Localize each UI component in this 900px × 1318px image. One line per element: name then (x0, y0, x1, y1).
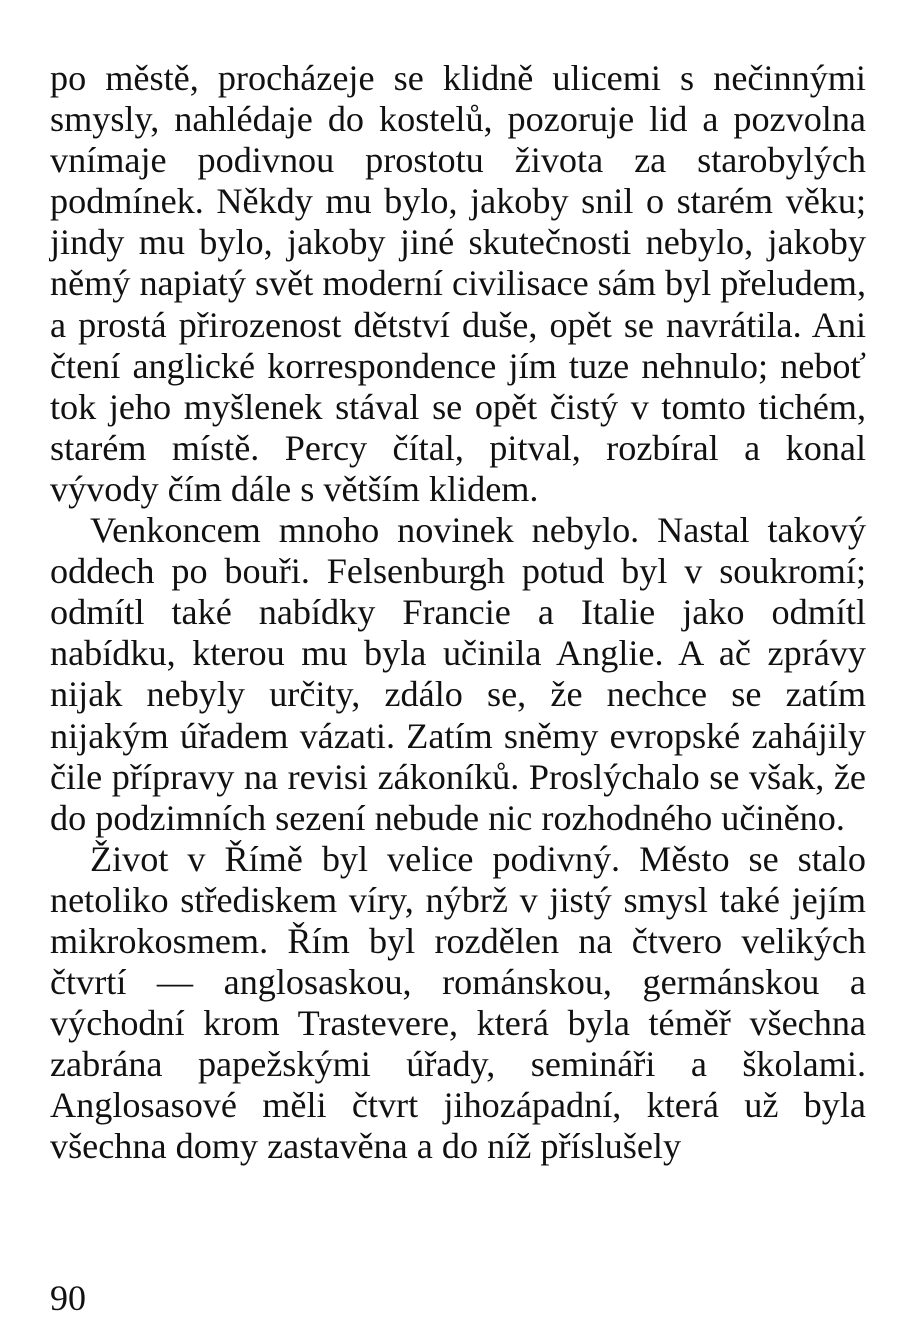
paragraph-1: po městě, procházeje se klidně ulicemi s nečinnými smysly, nahlédaje do kostelů, pozoruje lid a pozvolna vnímaje podivnou prostotu života za starobylých podmínek. Někdy mu bylo, jakoby snil o starém věku; jindy mu bylo, jakoby jiné skutečnosti nebylo, jakoby němý napiatý svět moderní civilisace sám byl přeludem, a prostá přirozenost dětství duše, opět se navrátila. Ani čtení anglické korrespondence jím tuze nehnulo; neboť tok jeho myšlenek stával se opět čistý v tomto tichém, starém místě. Percy čítal, pitval, rozbíral a konal vývody čím dále s větším klidem. (50, 58, 867, 509)
page-number: 90 (50, 1278, 86, 1318)
page-text (50, 58, 866, 1168)
paragraph-3: Život v Římě byl velice podivný. Město se stalo netoliko střediskem víry, nýbrž v jistý smysl také jejím mikrokosmem. Řím byl rozdělen na čtvero velikých čtvrtí — anglosaskou, románskou, germánskou a východní krom Trastevere, která byla téměř všechna zabrána papežskými úřady, semináři a školami. Anglosasové měli čtvrt jihozápadní, která už byla všechna domy zastavěna a do níž příslušely (50, 838, 866, 1167)
paragraph-2: Venkoncem mnoho novinek nebylo. Nastal takový oddech po bouři. Felsenburgh potud byl v soukromí; odmítl také nabídky Francie a Italie jako odmítl nabídku, kterou mu byla učinila Anglie. A ač zprávy nijak nebyly určity, zdálo se, že nechce se zatím nijakým úřadem vázati. Zatím sněmy evropské zahájily čile přípravy na revisi zákoníků. Proslýchalo se však, že do podzimních sezení nebude nic rozhodného učiněno. (50, 510, 866, 838)
